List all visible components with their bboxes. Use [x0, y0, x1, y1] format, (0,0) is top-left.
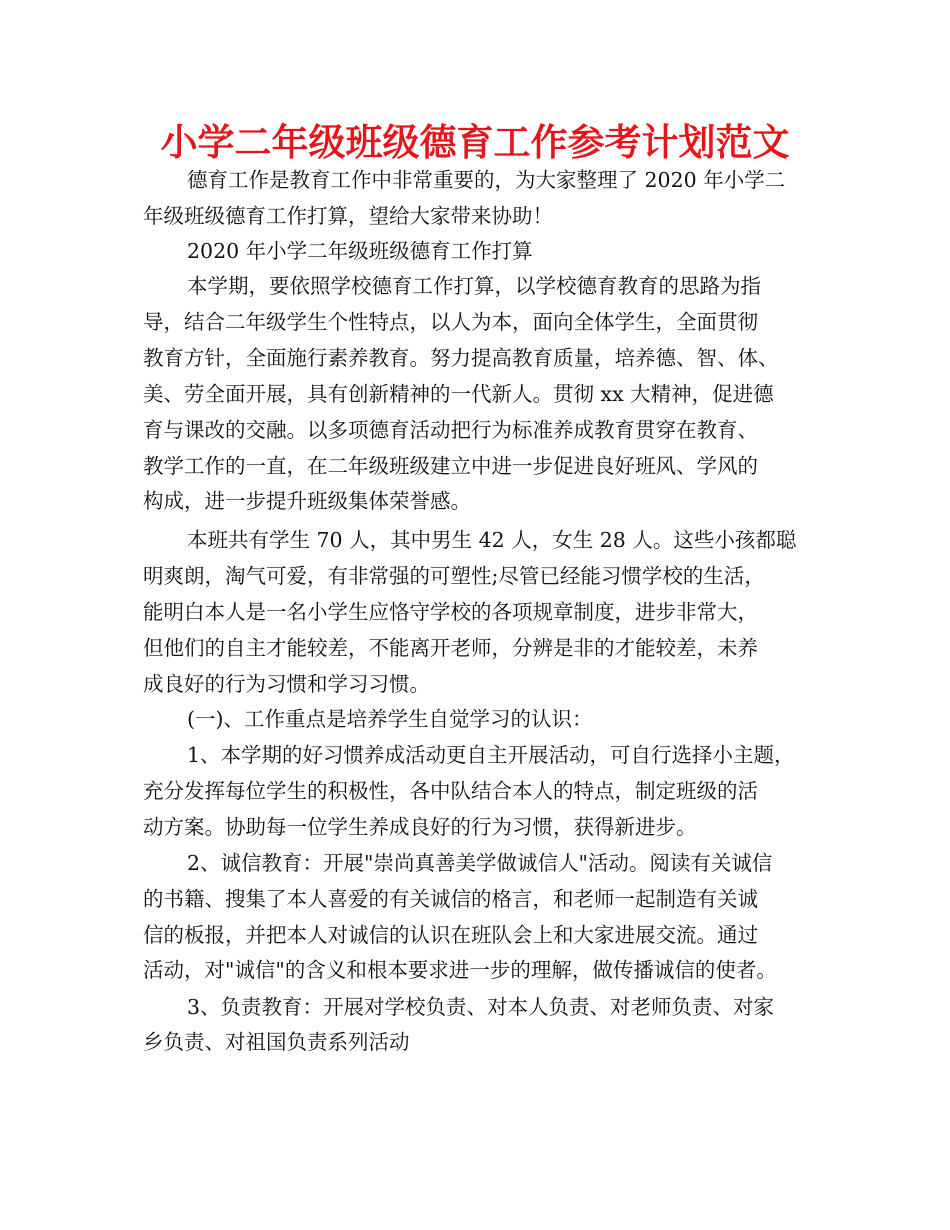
paragraph-line: 教学工作的一直，在二年级班级建立中进一步促进良好班风、学风的 [143, 454, 758, 478]
paragraph-line: 的书籍、搜集了本人喜爱的有关诚信的格言，和老师一起制造有关诚 [143, 887, 758, 911]
paragraph-line: 构成，进一步提升班级集体荣誉感。 [143, 489, 471, 513]
paragraph-line: 2、诚信教育：开展"崇尚真善美学做诚信人"活动。阅读有关诚信 [187, 851, 773, 875]
paragraph-line: 2020 年小学二年级班级德育工作打算 [187, 239, 533, 263]
paragraph-line: 信的板报，并把本人对诚信的认识在班队会上和大家进展交流。通过 [143, 923, 758, 947]
paragraph-line: 教育方针，全面施行素养教育。努力提高教育质量，培养德、智、体、 [143, 346, 779, 370]
paragraph-line: 3、负责教育：开展对学校负责、对本人负责、对老师负责、对家 [187, 995, 775, 1019]
paragraph-line: 德育工作是教育工作中非常重要的，为大家整理了 2020 年小学二 [187, 168, 786, 192]
paragraph-line: 1、本学期的好习惯养成活动更自主开展活动，可自行选择小主题， [187, 743, 795, 767]
paragraph-line: 成良好的行为习惯和学习习惯。 [143, 672, 430, 696]
paragraph-line: 但他们的自主才能较差，不能离开老师，分辨是非的才能较差，未养 [143, 636, 758, 660]
paragraph-line: (一)、工作重点是培养学生自觉学习的认识： [187, 707, 593, 731]
paragraph-line: 年级班级德育工作打算，望给大家带来协助！ [143, 204, 553, 228]
paragraph-line: 充分发挥每位学生的积极性，各中队结合本人的特点，制定班级的活 [143, 779, 758, 803]
paragraph-line: 能明白本人是一名小学生应恪守学校的各项规章制度，进步非常大， [143, 600, 758, 624]
paragraph-line: 本班共有学生 70 人，其中男生 42 人，女生 28 人。这些小孩都聪 [187, 528, 797, 552]
paragraph-line: 明爽朗，淘气可爱，有非常强的可塑性;尽管已经能习惯学校的生活， [143, 564, 765, 588]
paragraph-line: 活动，对"诚信"的含义和根本要求进一步的理解，做传播诚信的使者。 [143, 958, 777, 982]
document-title: 小学二年级班级德育工作参考计划范文 [160, 121, 790, 164]
paragraph-line: 导，结合二年级学生个性特点，以人为本，面向全体学生，全面贯彻 [143, 310, 758, 334]
paragraph-line: 动方案。协助每一位学生养成良好的行为习惯，获得新进步。 [143, 815, 697, 839]
paragraph-line: 本学期，要依照学校德育工作打算，以学校德育教育的思路为指 [187, 274, 761, 298]
paragraph-line: 育与课改的交融。以多项德育活动把行为标准养成教育贯穿在教育、 [143, 418, 758, 442]
paragraph-line: 乡负责、对祖国负责系列活动 [143, 1030, 410, 1054]
paragraph-line: 美、劳全面开展，具有创新精神的一代新人。贯彻 xx 大精神，促进德 [143, 382, 774, 406]
